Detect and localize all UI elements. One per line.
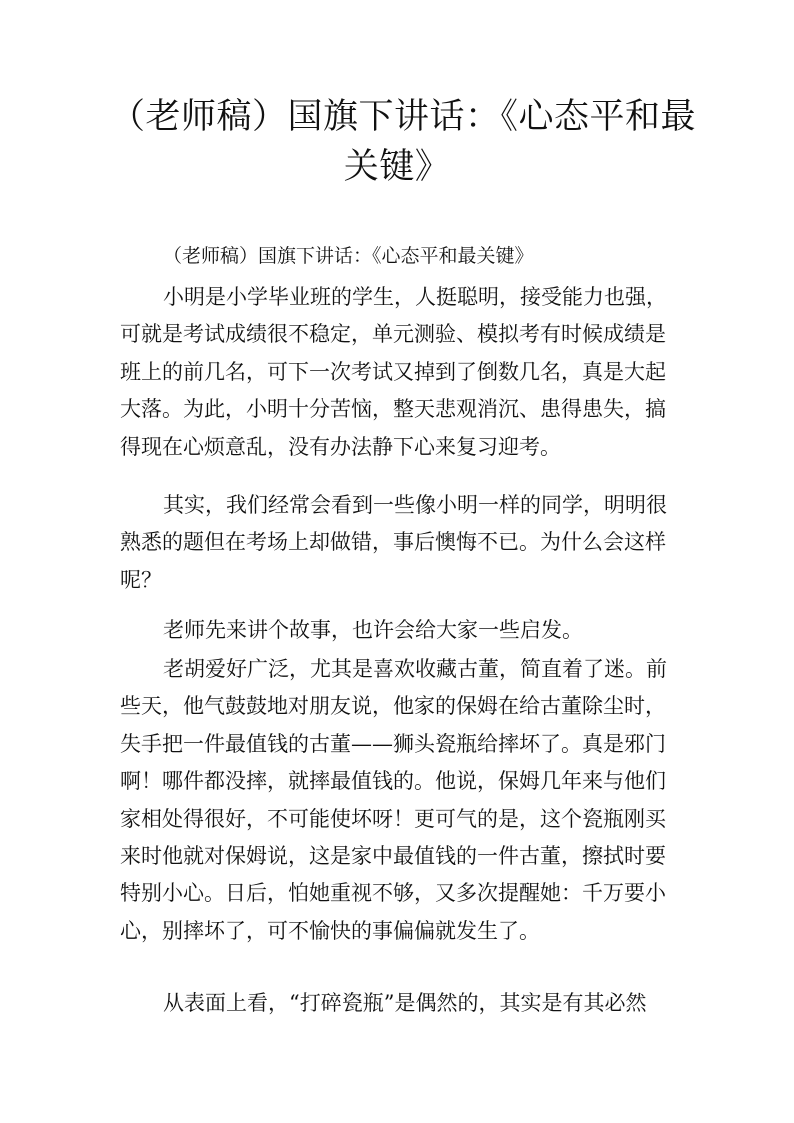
paragraph-4 [120,651,685,950]
title-line-1: （老师稿）国旗下讲话：《心态平和最 [110,97,697,137]
document-subtitle: （老师稿）国旗下讲话：《心态平和最关键》 [163,245,534,267]
paragraph-line: 心，别摔坏了，可不愉快的事偏偏就发生了。 [120,918,540,943]
paragraph-2 [120,487,685,599]
document-title [110,92,697,192]
paragraph-line: 家相处得很好，不可能使坏呀！更可气的是，这个瓷瓶刚买 [120,806,666,831]
title-line-2: 关键》 [343,147,451,187]
paragraph-line: 其实，我们经常会看到一些像小明一样的同学，明明很 [163,493,667,517]
paragraph-line: 班上的前几名，可下一次考试又掉到了倒数几名，真是大起 [120,359,666,384]
paragraph-line: 呢？ [120,567,162,592]
paragraph-5 [120,985,685,1022]
paragraph-line: 可就是考试成绩很不稳定，单元测验、模拟考有时候成绩是 [120,322,666,347]
paragraph-1 [120,279,685,466]
paragraph-3 [120,612,685,649]
paragraph-line: 些天，他气鼓鼓地对朋友说，他家的保姆在给古董除尘时， [120,694,666,719]
paragraph-line: 啊！哪件都没摔，就摔最值钱的。他说，保姆几年来与他们 [120,769,666,794]
paragraph-line: 大落。为此，小明十分苦恼，整天悲观消沉、患得患失，搞 [120,397,666,422]
paragraph-line: 老师先来讲个故事，也许会给大家一些启发。 [163,618,583,642]
paragraph-line: 得现在心烦意乱，没有办法静下心来复习迎考。 [120,434,561,459]
paragraph-line: 来时他就对保姆说，这是家中最值钱的一件古董，擦拭时要 [120,843,666,868]
paragraph-line: 老胡爱好广泛，尤其是喜欢收藏古董，简直着了迷。前 [163,657,667,681]
paragraph-line: 特别小心。日后，怕她重视不够，又多次提醒她：千万要小 [120,881,666,906]
paragraph-line: 小明是小学毕业班的学生，人挺聪明，接受能力也强， [163,285,667,309]
paragraph-line: 熟悉的题但在考场上却做错，事后懊悔不已。为什么会这样 [120,530,666,555]
paragraph-line: 失手把一件最值钱的古董——狮头瓷瓶给摔坏了。真是邪门 [120,731,666,756]
paragraph-line: 从表面上看，“打碎瓷瓶”是偶然的，其实是有其必然 [163,991,647,1015]
